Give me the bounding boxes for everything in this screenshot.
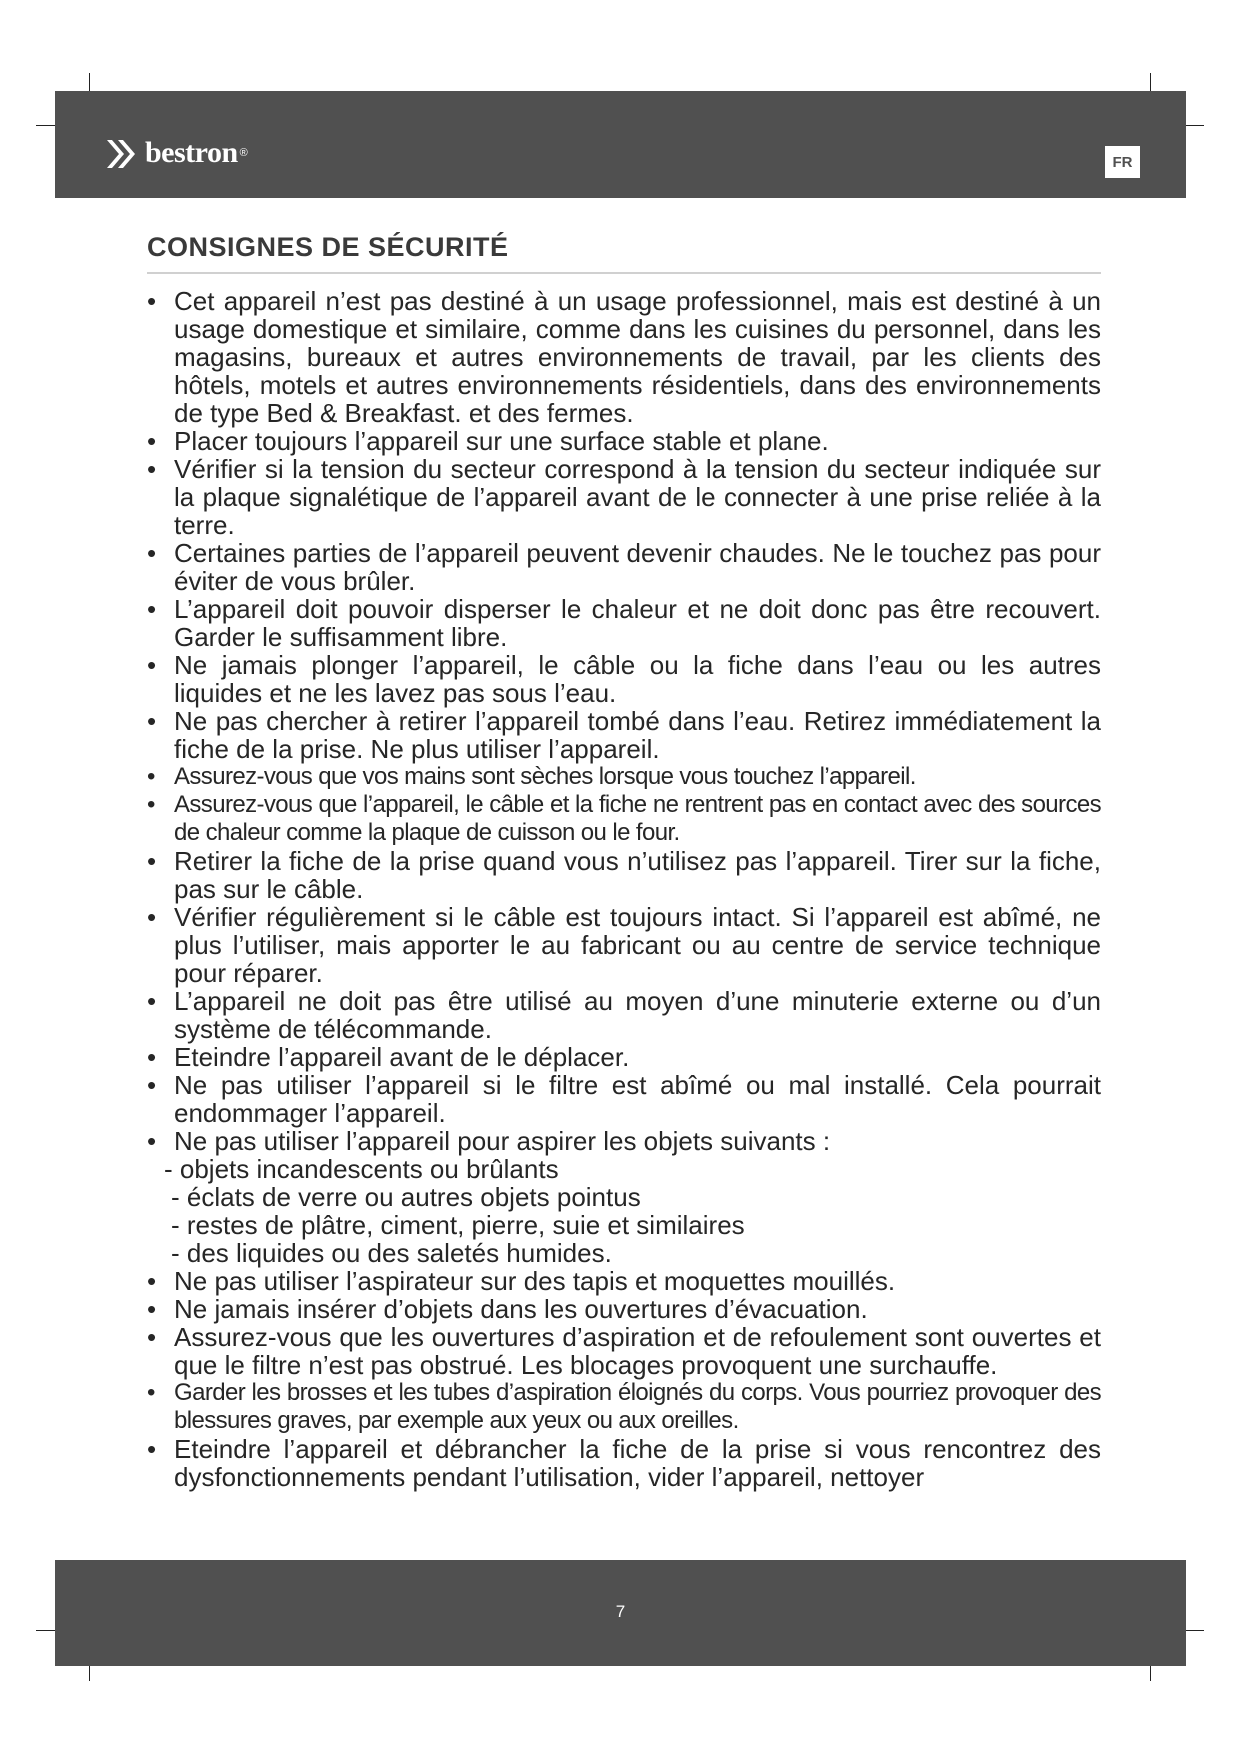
- brand-name: bestron: [145, 136, 238, 169]
- page-footer: [55, 1560, 1186, 1666]
- page-title: CONSIGNES DE SÉCURITÉ: [147, 232, 509, 262]
- list-item: • Ne pas utiliser l’appareil pour aspirer les objets suivants :: [147, 1126, 831, 1156]
- sub-list-item: - des liquides ou des saletés humides.: [171, 1238, 612, 1268]
- sub-list-item: - restes de plâtre, ciment, pierre, suie et similaires: [171, 1210, 745, 1240]
- list-item: • Ne pas utiliser l’aspirateur sur des tapis et moquettes mouillés.: [147, 1266, 896, 1296]
- brand-logo: [105, 136, 248, 170]
- list-item: • Ne pas utiliser l’appareil si le filtre est abîmé ou mal installé. Cela pourrait endommager l’appareil.: [147, 1070, 1101, 1128]
- list-item: • Assurez-vous que l’appareil, le câble et la fiche ne rentrent pas en contact avec des sources de chaleur comme la plaque de cuisson ou le four.: [147, 791, 1101, 846]
- title-divider: [147, 272, 1101, 274]
- page-header: [55, 91, 1186, 198]
- list-item: • Eteindre l’appareil et débrancher la fiche de la prise si vous rencontrez des dysfonctionnements pendant l’utilisation, vider l’appareil, nettoyer: [147, 1434, 1101, 1492]
- safety-list: [147, 287, 1101, 1491]
- sub-list-item: - éclats de verre ou autres objets pointus: [171, 1182, 641, 1212]
- list-item: • Retirer la fiche de la prise quand vous n’utilisez pas l’appareil. Tirer sur la fiche, pas sur le câble.: [147, 846, 1101, 904]
- list-item: • Garder les brosses et les tubes d’aspiration éloignés du corps. Vous pourriez provoquer des blessures graves, par exemple aux yeux ou aux oreilles.: [147, 1379, 1101, 1434]
- list-item: • Ne pas chercher à retirer l’appareil tombé dans l’eau. Retirez immédiatement la fiche de la prise. Ne plus utiliser l’appareil.: [147, 706, 1101, 764]
- list-item: • Assurez-vous que les ouvertures d’aspiration et de refoulement sont ouvertes et que le filtre n’est pas obstrué. Les blocages provoquent une surchauffe.: [147, 1322, 1101, 1380]
- list-item: • Certaines parties de l’appareil peuvent devenir chaudes. Ne le touchez pas pour éviter de vous brûler.: [147, 538, 1101, 596]
- chevron-logo-icon: [105, 136, 139, 170]
- language-badge: FR: [1105, 146, 1140, 178]
- list-item: • Ne jamais plonger l’appareil, le câble ou la fiche dans l’eau ou les autres liquides et ne les lavez pas sous l’eau.: [147, 650, 1101, 708]
- page-number: 7: [615, 1602, 626, 1621]
- list-item: • Vérifier si la tension du secteur correspond à la tension du secteur indiquée sur la plaque signalétique de l’appareil avant de le connecter à une prise reliée à la terre.: [147, 454, 1101, 540]
- list-item: • Eteindre l’appareil avant de le déplacer.: [147, 1042, 630, 1072]
- list-item: • L’appareil doit pouvoir disperser le chaleur et ne doit donc pas être recouvert. Garder le suffisamment libre.: [147, 594, 1101, 652]
- list-item: • Assurez-vous que vos mains sont sèches lorsque vous touchez l’appareil.: [147, 763, 916, 790]
- sub-list-item: - objets incandescents ou brûlants: [164, 1154, 559, 1184]
- list-item: • Ne jamais insérer d’objets dans les ouvertures d’évacuation.: [147, 1294, 868, 1324]
- list-item: • Vérifier régulièrement si le câble est toujours intact. Si l’appareil est abîmé, ne plus l’utiliser, mais apporter le au fabricant ou au centre de service technique pour réparer.: [147, 902, 1101, 988]
- list-item: • Cet appareil n’est pas destiné à un usage professionnel, mais est destiné à un usage domestique et similaire, comme dans les cuisines du personnel, dans les magasins, bureaux et autres environnements de travail, par les clients des hôtels, motels et autres environnements résidentiels, dans des environnements de type Bed & Breakfast. et des fermes.: [147, 286, 1101, 428]
- registered-mark: ®: [239, 147, 248, 159]
- list-item: • Placer toujours l’appareil sur une surface stable et plane.: [147, 426, 829, 456]
- list-item: • L’appareil ne doit pas être utilisé au moyen d’une minuterie externe ou d’un système de télécommande.: [147, 986, 1101, 1044]
